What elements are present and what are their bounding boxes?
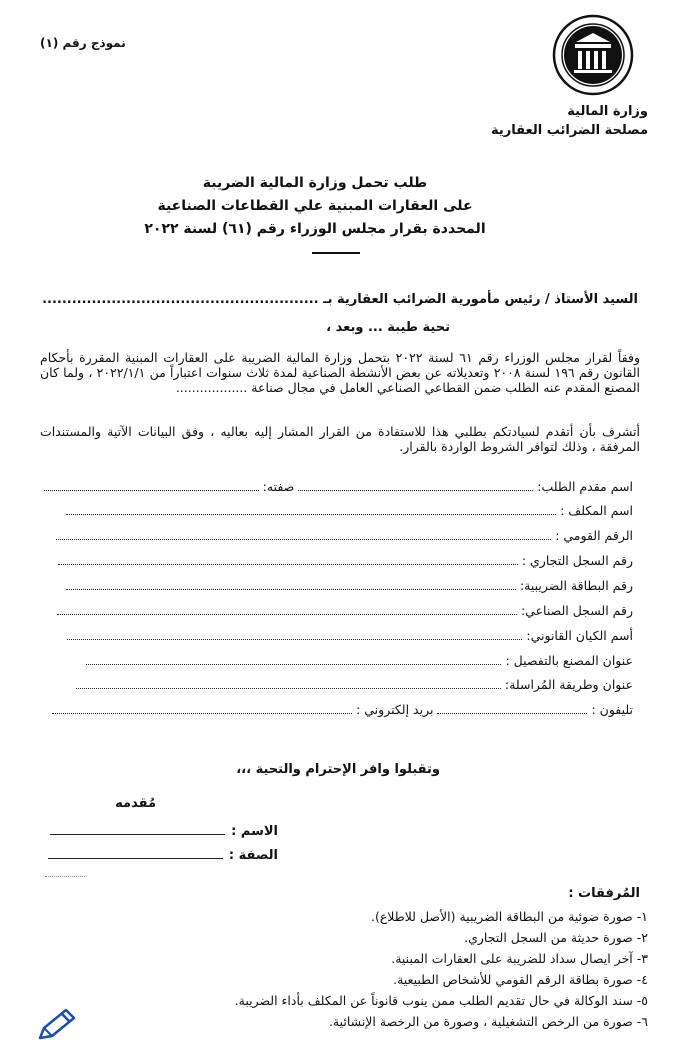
- commercial-register-label: رقم السجل التجاري :: [521, 553, 633, 568]
- correspondence-input[interactable]: [76, 676, 501, 689]
- attachment-item: ٦- صورة من الرخص التشغيلية ، وصورة من الرخصة الإنشائية.: [328, 1014, 648, 1029]
- attachments-list: [48, 906, 648, 1032]
- correspondence-label: عنوان وطريقة المُراسلة:: [504, 677, 633, 692]
- commercial-register-input[interactable]: [58, 552, 518, 565]
- signature-name-row: [50, 822, 278, 839]
- attachment-item: ١- صورة ضوئية من البطاقة الضريبية (الأصل للاطلاع).: [370, 909, 648, 924]
- closing-text: وتقبلوا وافر الإحترام والتحية ،،،: [236, 762, 440, 777]
- addressee-dots: ........................................................: [42, 292, 319, 307]
- authority-name: مصلحة الضرائب العقارية: [491, 123, 648, 138]
- taxpayer-name-label: اسم المكلف :: [560, 503, 633, 518]
- edit-pen-icon[interactable]: [36, 1008, 80, 1040]
- signature-capacity-row: [48, 846, 278, 863]
- industrial-register-row: [57, 602, 633, 618]
- legal-entity-input[interactable]: [67, 627, 522, 640]
- email-label: بريد إلكتروني :: [356, 702, 434, 717]
- title-line-2: على العقارات المبنية علي القطاعات الصناعية: [157, 198, 473, 214]
- applicant-name-input[interactable]: [298, 478, 533, 491]
- industrial-register-input[interactable]: [57, 602, 517, 615]
- addressee-text: السيد الأستاذ / رئيس مأمورية الضرائب العقارية بـ: [323, 292, 638, 307]
- attachments-heading: المُرفقات :: [568, 886, 640, 901]
- legal-entity-row: [67, 627, 633, 643]
- signature-capacity-label: الصفة :: [228, 848, 278, 863]
- body-paragraph-2: أتشرف بأن أتقدم لسيادتكم بطلبي هذا للاستفادة من القرار المشار إليه بعاليه ، وفق البيانات الآتية والمستندات المرفقة ، وذلك لتوافر الشروط الواردة بالقرار.: [40, 424, 640, 454]
- body-paragraph-1: وفقاً لقرار مجلس الوزراء رقم ٦١ لسنة ٢٠٢٢ بتحمل وزارة المالية الضريبة على العقارات المبنية المقررة بأحكام القانون رقم ١٩٦ لسنة ٢٠٠٨ وتعديلاته عن بعض الأنشطة الصناعية لمدة ثلاث سنوات اعتباراً من ٢٠٢٢/١/١ ، ولما كان المصنع المقدم عنه الطلب ضمن القطاعي الصناعي العامل في مجال صناعة ..................: [40, 350, 640, 395]
- email-input[interactable]: [52, 701, 352, 714]
- industrial-register-label: رقم السجل الصناعي:: [520, 603, 633, 618]
- correspondence-row: [76, 676, 633, 692]
- ministry-name: وزارة المالية: [567, 104, 648, 119]
- factory-address-label: عنوان المصنع بالتفصيل :: [505, 653, 633, 668]
- national-id-label: الرقم القومي :: [555, 528, 633, 543]
- attachment-item: ٢- صورة حديثة من السجل التجاري.: [464, 930, 648, 945]
- factory-address-row: [86, 652, 633, 668]
- capacity-input[interactable]: [44, 478, 259, 491]
- applicant-name-row: [44, 478, 633, 494]
- attachment-item: ٥- سند الوكالة في حال تقديم الطلب ممن ينوب قانوناً عن المكلف بأداء الضريبة.: [234, 993, 648, 1008]
- addressee-line: [38, 292, 638, 307]
- title-line-3: المحددة بقرار مجلس الوزراء رقم (٦١) لسنة ٢٠٢٢: [144, 221, 486, 237]
- signature-capacity-input[interactable]: [48, 846, 223, 859]
- greeting: تحية طيبة ... وبعد ،: [326, 320, 450, 335]
- factory-address-input[interactable]: [86, 652, 501, 665]
- signature-name-label: الاسم :: [231, 824, 278, 839]
- legal-entity-label: أسم الكيان القانوني:: [526, 628, 633, 643]
- attachment-item: ٤- صورة بطاقة الرقم القومي للأشخاص الطبيعية.: [393, 972, 648, 987]
- tax-card-input[interactable]: [66, 577, 516, 590]
- stray-dots: [45, 876, 85, 877]
- form-number: نموذج رقم (١): [40, 36, 126, 50]
- title-divider: [312, 252, 360, 254]
- commercial-register-row: [58, 552, 633, 568]
- applicant-name-label: اسم مقدم الطلب:: [537, 479, 633, 494]
- contact-row: [52, 701, 633, 717]
- ministry-seal-icon: [552, 14, 634, 96]
- applicant-heading: مُقدمه: [115, 796, 156, 811]
- signature-name-input[interactable]: [50, 822, 225, 835]
- tax-card-row: [66, 577, 633, 593]
- taxpayer-name-input[interactable]: [66, 502, 556, 515]
- national-id-row: [56, 527, 633, 543]
- document-title: [100, 172, 530, 241]
- national-id-input[interactable]: [56, 527, 551, 540]
- attachment-item: ٣- آخر ايصال سداد للضريبة على العقارات المبنية.: [391, 951, 648, 966]
- title-line-1: طلب تحمل وزارة المالية الضريبة: [202, 175, 428, 191]
- tax-card-label: رقم البطاقة الضريبية:: [519, 578, 633, 593]
- taxpayer-name-row: [66, 502, 633, 518]
- phone-label: تليفون :: [591, 702, 633, 717]
- capacity-label: صفته:: [262, 479, 295, 494]
- phone-input[interactable]: [437, 701, 587, 714]
- ministry-block: [491, 102, 648, 140]
